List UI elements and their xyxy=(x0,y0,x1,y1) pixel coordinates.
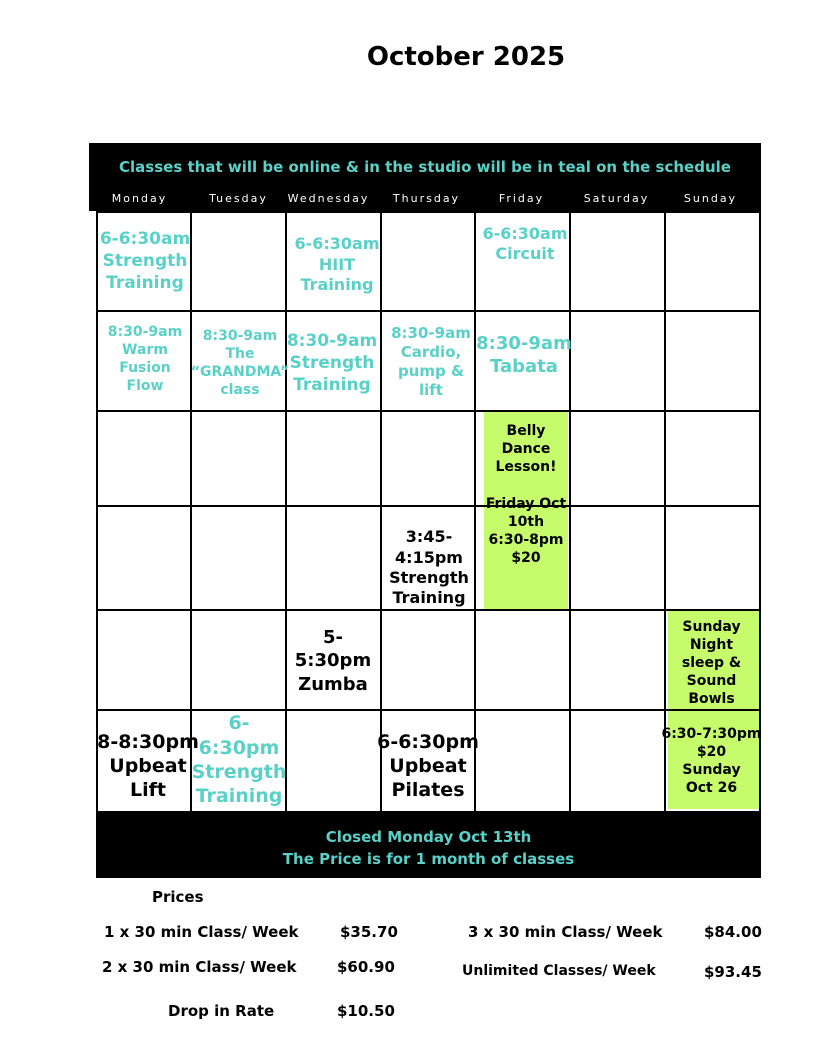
grid-line xyxy=(96,609,761,611)
class-mon-upbeat-lift: 8-8:30pm Upbeat Lift xyxy=(97,730,199,802)
grid-line xyxy=(96,410,761,412)
grid-line xyxy=(474,211,476,811)
class-wed-strength: 8:30-9am Strength Training xyxy=(286,331,378,395)
prices-heading: Prices xyxy=(152,888,204,906)
schedule-grid xyxy=(96,211,761,811)
class-thu-cardio: 8:30-9am Cardio, pump & lift xyxy=(391,323,471,400)
price-drop-label: Drop in Rate xyxy=(168,1002,275,1020)
price-three-value: $84.00 xyxy=(704,923,762,941)
day-monday: Monday xyxy=(111,192,168,205)
class-thu-upbeat-pilates: 6-6:30pm Upbeat Pilates xyxy=(377,730,479,802)
class-thu-strength-pm: 3:45-4:15pm Strength Training xyxy=(389,527,469,608)
price-three-label: 3 x 30 min Class/ Week xyxy=(468,923,663,941)
grid-line xyxy=(96,505,761,507)
day-friday: Friday xyxy=(498,192,545,205)
grid-line xyxy=(96,211,761,213)
grid-line xyxy=(96,310,761,312)
class-fri-tabata: 8:30-9am Tabata xyxy=(476,332,572,377)
class-tue-grandma: 8:30-9am The “GRANDMA” class xyxy=(190,328,290,398)
day-tuesday: Tuesday xyxy=(209,192,268,205)
price-unlimited-label: Unlimited Classes/ Week xyxy=(462,963,656,979)
price-unlimited-value: $93.45 xyxy=(704,963,762,981)
online-note: Classes that will be online & in the studio will be in teal on the schedule xyxy=(119,158,731,176)
price-drop-value: $10.50 xyxy=(337,1002,395,1020)
price-two-value: $60.90 xyxy=(337,958,395,976)
event-belly-dance-details: Friday Oct 10th 6:30-8pm $20 xyxy=(485,496,567,566)
class-fri-circuit: 6-6:30am Circuit xyxy=(482,223,568,263)
price-one-label: 1 x 30 min Class/ Week xyxy=(104,923,299,941)
class-mon-strength-am: 6-6:30am Strength Training xyxy=(99,229,191,293)
class-tue-strength-pm: 6-6:30pm Strength Training xyxy=(191,712,287,808)
day-wednesday: Wednesday xyxy=(287,192,370,205)
price-two-label: 2 x 30 min Class/ Week xyxy=(102,958,297,976)
price-note: The Price is for 1 month of classes xyxy=(282,850,575,868)
event-sound-bowls-title: Sunday Night sleep & Sound Bowls xyxy=(681,619,742,707)
day-saturday: Saturday xyxy=(583,192,650,205)
class-mon-warm-fusion: 8:30-9am Warm Fusion Flow xyxy=(107,324,183,394)
page-title: October 2025 xyxy=(366,42,566,72)
class-wed-hiit: 6-6:30am HIIT Training xyxy=(294,234,380,295)
event-sound-bowls-details: 6:30-7:30pm $20 Sunday Oct 26 xyxy=(661,726,762,796)
price-one-value: $35.70 xyxy=(340,923,398,941)
closed-note: Closed Monday Oct 13th xyxy=(325,828,532,846)
event-belly-dance-title: Belly Dance Lesson! xyxy=(495,423,557,475)
class-wed-zumba: 5-5:30pm Zumba xyxy=(294,627,372,695)
day-thursday: Thursday xyxy=(392,192,461,205)
day-sunday: Sunday xyxy=(683,192,738,205)
